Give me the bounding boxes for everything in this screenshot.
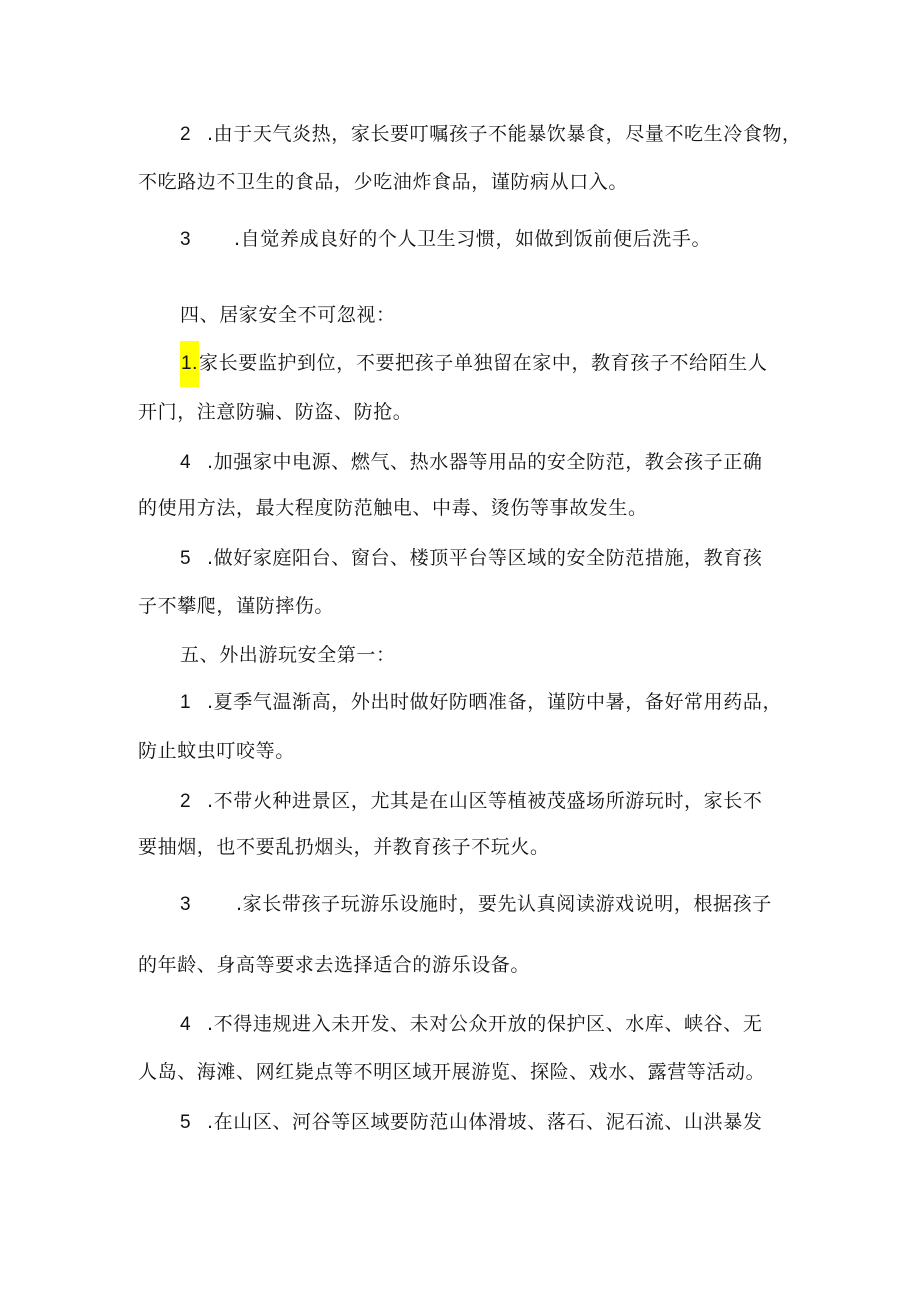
s5-item-4-line-1 [180,1012,762,1037]
item-number: 2 [180,124,192,145]
item-text: .由于天气炎热，家长要叮嘱孩子不能暴饮暴食，尽量不吃生冷食物， [207,123,802,145]
s5-item-3-line-2 [138,953,530,977]
s4-item-1-line-1 [180,351,767,376]
item-text: 防止蚊虫叮咬等。 [138,740,295,762]
s5-item-1-line-2 [138,739,295,763]
item-number: 4 [180,1014,192,1035]
s5-item-2-line-2 [138,835,550,859]
item-text: .做好家庭阳台、窗台、楼顶平台等区域的安全防范措施，教育孩 [207,547,763,569]
s5-item-5-line-1 [180,1110,762,1135]
s4-item-5-line-2 [138,594,334,618]
item-text: 的使用方法，最大程度防范触电、中毒、烫伤等事故发生。 [138,497,648,519]
item-text: .夏季气温渐高，外出时做好防晒准备，谨防中暑，备好常用药品， [207,691,783,713]
s5-item-2-line-1 [180,789,762,814]
item-2-line-2 [138,170,628,194]
item-number: 3 [180,229,192,250]
item-number: 5 [180,548,192,569]
item-text: 家长要监护到位，不要把孩子单独留在家中，教育孩子不给陌生人 [199,352,768,374]
item-text: .不得违规进入未开发、未对公众开放的保护区、水库、峡谷、无 [207,1013,763,1035]
item-text: 的年龄、身高等要求去选择适合的游乐设备。 [138,954,531,976]
item-3-line-1 [180,227,711,252]
s5-item-1-line-1 [180,690,782,715]
s5-item-3-line-1 [180,892,772,917]
s4-item-4-line-2 [138,496,648,520]
item-text: 要抽烟，也不要乱扔烟头，并教育孩子不玩火。 [138,836,550,858]
item-text: .加强家中电源、燃气、热水器等用品的安全防范，教会孩子正确 [207,451,763,473]
item-number: 3 [180,894,192,915]
s4-item-1-line-2 [138,400,412,424]
item-text: .在山区、河谷等区域要防范山体滑坡、落石、泥石流、山洪暴发 [207,1111,763,1133]
s4-item-4-line-1 [180,450,762,475]
item-2-line-1 [180,122,802,147]
item-number: 2 [180,791,192,812]
item-text: .不带火种进景区，尤其是在山区等植被茂盛场所游玩时，家长不 [207,790,763,812]
item-text: 开门，注意防骗、防盗、防抢。 [138,401,413,423]
item-text: 人岛、海滩、网红毙点等不明区域开展游览、探险、戏水、露营等活动。 [138,1061,766,1083]
s5-item-4-line-2 [138,1060,765,1084]
item-text: 子不攀爬，谨防摔伤。 [138,595,335,617]
item-number: 1 [180,692,192,713]
item-number: 5 [180,1112,192,1133]
section-5-heading: 五、外出游玩安全第一： [180,644,396,666]
item-text: 不吃路边不卫生的食品，少吃油炸食品，谨防病从口入。 [138,171,629,193]
item-text: .自觉养成良好的个人卫生习惯，如做到饭前便后洗手。 [234,228,712,250]
item-text: .家长带孩子玩游乐设施时，要先认真阅读游戏说明，根据孩子 [236,893,772,915]
item-number: 4 [180,452,192,473]
section-4-heading: 四、居家安全不可忽视： [180,304,396,326]
highlighted-item-number: 1. [180,341,199,387]
s4-item-5-line-1 [180,546,762,571]
